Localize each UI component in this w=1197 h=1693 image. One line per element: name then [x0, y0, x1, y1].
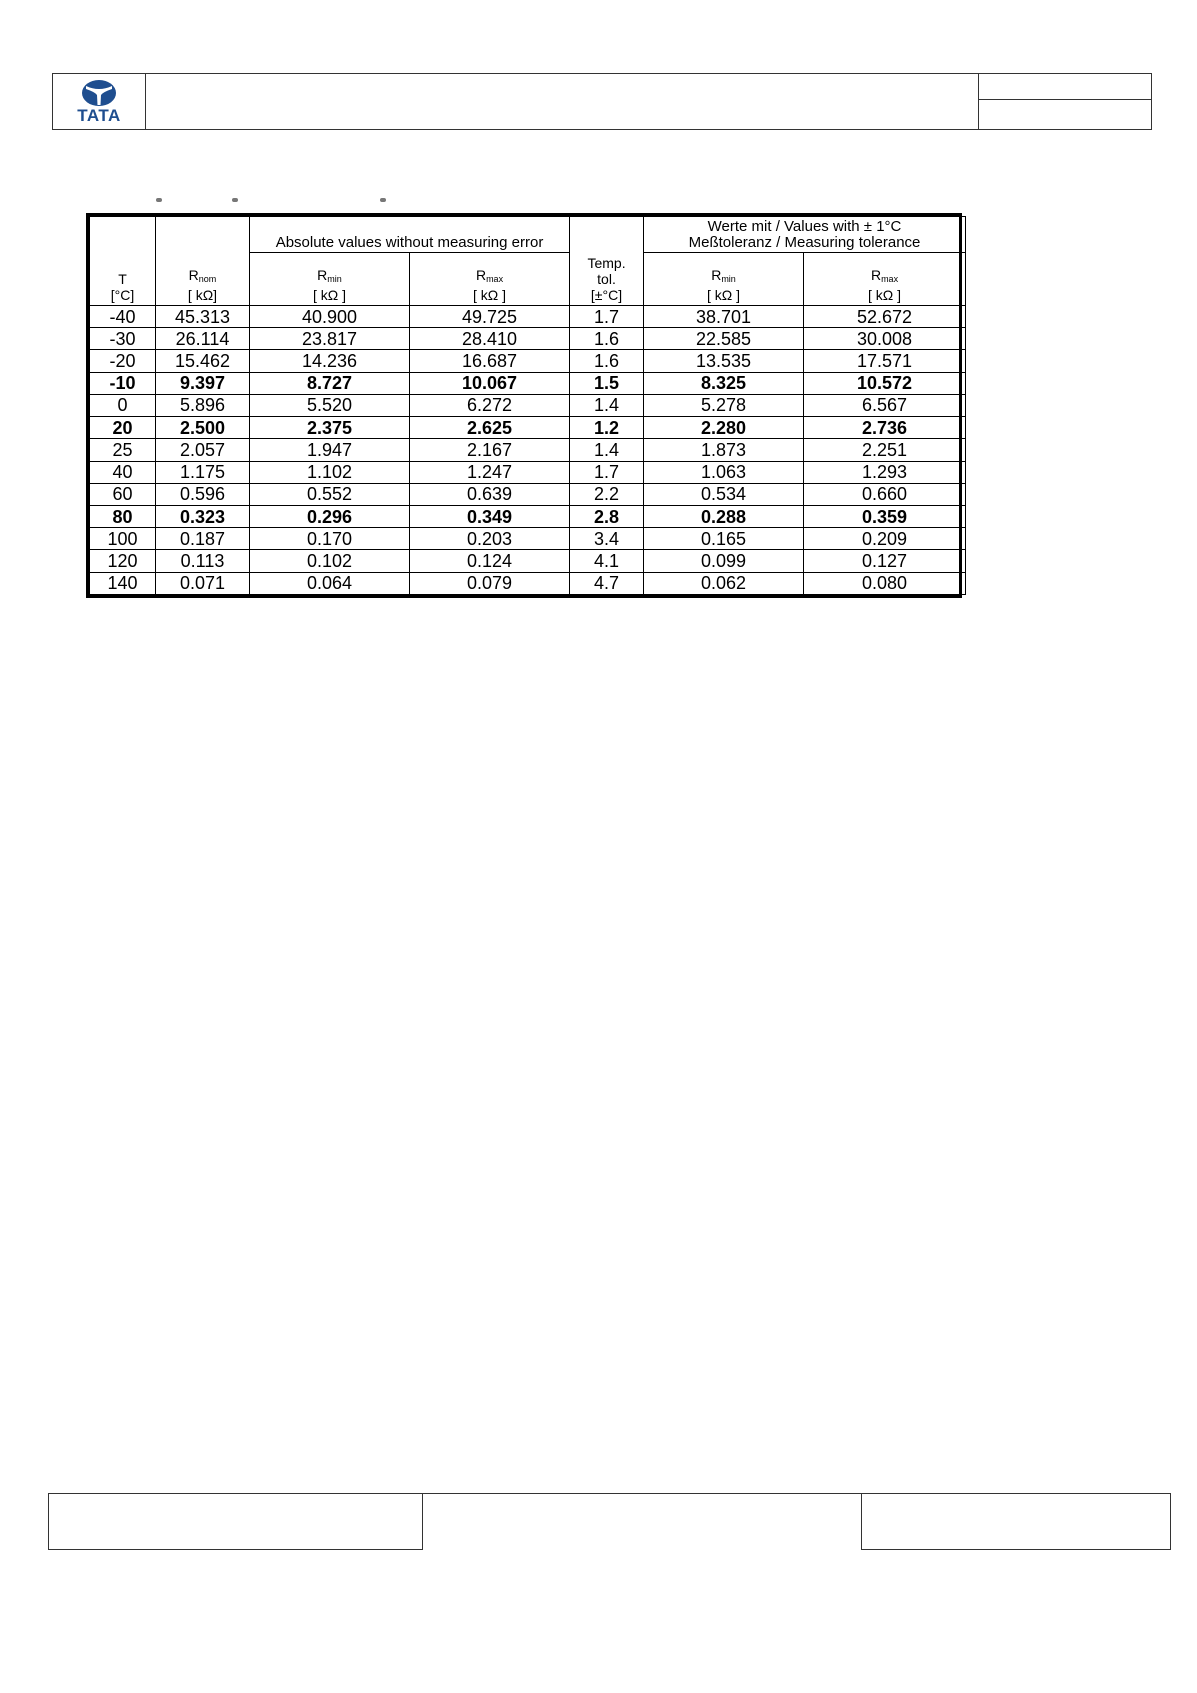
cell-nom: 15.462 — [156, 350, 250, 372]
header-meta-cell — [979, 74, 1151, 129]
cell-tol: 2.2 — [570, 483, 644, 505]
cell-min: 8.727 — [250, 372, 410, 394]
cell-max: 2.625 — [410, 417, 570, 439]
cell-max: 0.079 — [410, 572, 570, 594]
header-title-cell — [146, 74, 979, 129]
cell-max: 28.410 — [410, 328, 570, 350]
cell-t: 25 — [90, 439, 156, 461]
cell-min2: 0.165 — [644, 528, 804, 550]
cell-max: 1.247 — [410, 461, 570, 483]
cell-max2: 52.672 — [804, 306, 966, 328]
document-header — [52, 73, 1152, 130]
cell-nom: 45.313 — [156, 306, 250, 328]
resistance-table — [86, 213, 962, 598]
cell-max: 6.272 — [410, 394, 570, 416]
header-r-min-tol: $R_{min}$ [ kΩ ] — [644, 253, 804, 306]
cell-tol: 1.4 — [570, 439, 644, 461]
header-meta-row-1 — [979, 74, 1151, 100]
cell-min2: 0.062 — [644, 572, 804, 594]
cell-max: 0.349 — [410, 505, 570, 527]
cell-min: 1.947 — [250, 439, 410, 461]
header-r-max-tol: $R_{max}$ [ kΩ ] — [804, 253, 966, 306]
table-row — [90, 328, 966, 350]
cell-t: 60 — [90, 483, 156, 505]
header-temp-tolerance: Temp. tol. [±°C] — [570, 217, 644, 306]
cell-max2: 0.359 — [804, 505, 966, 527]
cell-min2: 0.099 — [644, 550, 804, 572]
table-row — [90, 483, 966, 505]
cell-max2: 30.008 — [804, 328, 966, 350]
cell-max: 0.124 — [410, 550, 570, 572]
footer-divider — [423, 1493, 861, 1494]
header-r-nom: $R_{nom}$ [ kΩ] — [156, 217, 250, 306]
cell-tol: 4.7 — [570, 572, 644, 594]
cutoff-heading-remnant — [138, 198, 398, 204]
cell-max2: 6.567 — [804, 394, 966, 416]
table-row — [90, 417, 966, 439]
cell-min: 0.170 — [250, 528, 410, 550]
footer-left-box — [48, 1493, 423, 1550]
cell-nom: 26.114 — [156, 328, 250, 350]
cell-min2: 0.534 — [644, 483, 804, 505]
cell-max2: 0.127 — [804, 550, 966, 572]
cell-t: -10 — [90, 372, 156, 394]
header-group-absolute: Absolute values without measuring error — [250, 217, 570, 253]
cell-nom: 0.187 — [156, 528, 250, 550]
header-temperature: T [°C] — [90, 217, 156, 306]
table-row — [90, 306, 966, 328]
cell-nom: 1.175 — [156, 461, 250, 483]
cell-max2: 0.209 — [804, 528, 966, 550]
cell-min2: 1.873 — [644, 439, 804, 461]
table-row — [90, 528, 966, 550]
cell-max2: 17.571 — [804, 350, 966, 372]
cell-tol: 1.6 — [570, 328, 644, 350]
table-row — [90, 394, 966, 416]
cell-nom: 2.057 — [156, 439, 250, 461]
table-row — [90, 350, 966, 372]
cell-t: -20 — [90, 350, 156, 372]
cell-min2: 38.701 — [644, 306, 804, 328]
cell-nom: 0.323 — [156, 505, 250, 527]
cell-nom: 0.596 — [156, 483, 250, 505]
cell-min2: 8.325 — [644, 372, 804, 394]
table-row — [90, 505, 966, 527]
cell-min: 0.102 — [250, 550, 410, 572]
cell-nom: 0.071 — [156, 572, 250, 594]
cell-min: 40.900 — [250, 306, 410, 328]
cell-min: 0.064 — [250, 572, 410, 594]
table-row — [90, 572, 966, 594]
cell-max: 49.725 — [410, 306, 570, 328]
cell-tol: 1.2 — [570, 417, 644, 439]
cell-t: 120 — [90, 550, 156, 572]
cell-min2: 2.280 — [644, 417, 804, 439]
cell-min: 14.236 — [250, 350, 410, 372]
table-row — [90, 461, 966, 483]
company-logo — [53, 74, 146, 129]
cell-max: 2.167 — [410, 439, 570, 461]
cell-tol: 3.4 — [570, 528, 644, 550]
cell-nom: 5.896 — [156, 394, 250, 416]
cell-min2: 5.278 — [644, 394, 804, 416]
cell-max: 10.067 — [410, 372, 570, 394]
cell-min: 23.817 — [250, 328, 410, 350]
footer-right-box — [861, 1493, 1171, 1550]
cell-tol: 4.1 — [570, 550, 644, 572]
cell-t: 80 — [90, 505, 156, 527]
cell-t: -40 — [90, 306, 156, 328]
cell-min: 0.552 — [250, 483, 410, 505]
cell-max2: 1.293 — [804, 461, 966, 483]
cell-t: 140 — [90, 572, 156, 594]
table-row — [90, 439, 966, 461]
cell-min: 5.520 — [250, 394, 410, 416]
cell-nom: 0.113 — [156, 550, 250, 572]
cell-t: 100 — [90, 528, 156, 550]
cell-tol: 1.7 — [570, 461, 644, 483]
cell-min: 1.102 — [250, 461, 410, 483]
cell-min2: 0.288 — [644, 505, 804, 527]
cell-min: 0.296 — [250, 505, 410, 527]
cell-max2: 2.251 — [804, 439, 966, 461]
cell-tol: 1.5 — [570, 372, 644, 394]
cell-max2: 2.736 — [804, 417, 966, 439]
cell-max2: 10.572 — [804, 372, 966, 394]
cell-min2: 13.535 — [644, 350, 804, 372]
logo-wordmark: TATA — [77, 106, 121, 125]
cell-nom: 9.397 — [156, 372, 250, 394]
header-group-measuring: Werte mit / Values with ± 1°C Meßtoleranz / Measuring tolerance — [644, 217, 966, 253]
cell-nom: 2.500 — [156, 417, 250, 439]
cell-max: 0.639 — [410, 483, 570, 505]
cell-max2: 0.660 — [804, 483, 966, 505]
cell-max: 16.687 — [410, 350, 570, 372]
cell-t: 0 — [90, 394, 156, 416]
header-r-min: $R_{min}$ [ kΩ ] — [250, 253, 410, 306]
table-body — [90, 306, 966, 595]
tata-logo-icon — [81, 79, 117, 107]
cell-t: 20 — [90, 417, 156, 439]
cell-min2: 22.585 — [644, 328, 804, 350]
header-meta-row-2 — [979, 100, 1151, 129]
table-row — [90, 372, 966, 394]
cell-min: 2.375 — [250, 417, 410, 439]
cell-max: 0.203 — [410, 528, 570, 550]
cell-t: -30 — [90, 328, 156, 350]
table-row — [90, 550, 966, 572]
cell-tol: 2.8 — [570, 505, 644, 527]
cell-tol: 1.4 — [570, 394, 644, 416]
cell-min2: 1.063 — [644, 461, 804, 483]
cell-tol: 1.6 — [570, 350, 644, 372]
cell-max2: 0.080 — [804, 572, 966, 594]
cell-t: 40 — [90, 461, 156, 483]
cell-tol: 1.7 — [570, 306, 644, 328]
header-r-max: $R_{max}$ [ kΩ ] — [410, 253, 570, 306]
